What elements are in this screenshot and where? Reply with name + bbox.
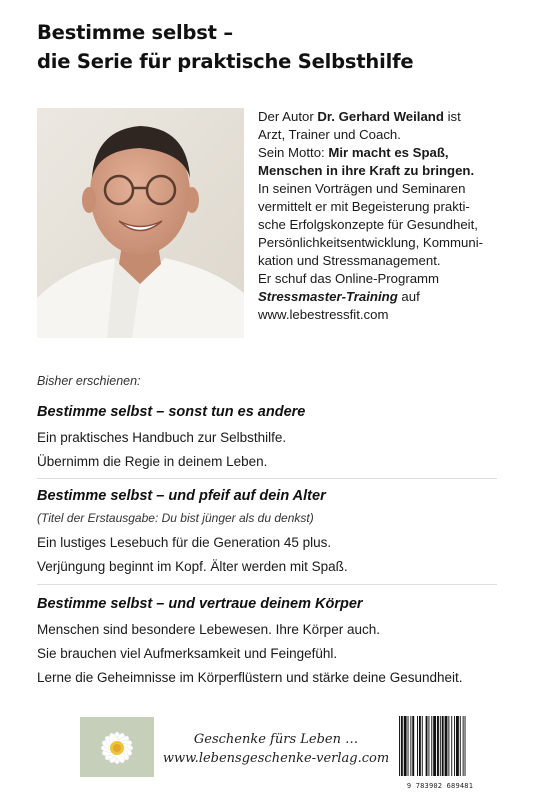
barcode-bar	[410, 716, 411, 776]
book-description-line: Ein praktisches Handbuch zur Selbsthilfe.	[37, 430, 287, 445]
author-photo	[37, 108, 244, 338]
barcode-bar	[465, 716, 466, 776]
barcode-bar	[408, 716, 409, 776]
book-description-line: Ein lustiges Lesebuch für die Generation 45 plus.	[37, 535, 332, 550]
bio-line	[258, 288, 520, 306]
author-name: Dr. Gerhard Weiland	[317, 109, 444, 124]
bio-line: sche Erfolgskonzepte für Gesundheit,	[258, 217, 478, 232]
bio-line	[258, 162, 520, 180]
daisy-flower-icon	[80, 717, 154, 777]
daisy-logo	[80, 717, 154, 777]
book-description-line: Sie brauchen viel Aufmerksamkeit und Feingefühl.	[37, 646, 338, 661]
bio-line: vermittelt er mit Begeisterung prakti-	[258, 199, 470, 214]
section-divider	[37, 584, 497, 585]
barcode-bar	[419, 716, 421, 776]
publisher-tagline: Geschenke fürs Leben …	[193, 732, 359, 747]
page-title	[37, 18, 507, 76]
bio-line	[258, 144, 520, 162]
barcode-bar	[451, 716, 452, 776]
program-name: Stressmaster-Training	[258, 289, 398, 304]
author-bio	[258, 108, 520, 324]
bio-text: ist	[443, 109, 461, 124]
book-entry-1	[37, 402, 507, 474]
book-entry-3	[37, 594, 507, 690]
barcode-bar	[428, 716, 429, 776]
isbn-barcode	[399, 716, 479, 776]
barcode-bar	[440, 716, 441, 776]
barcode-bar	[433, 716, 436, 776]
barcode-bar	[445, 716, 448, 776]
book-title: Bestimme selbst – und pfeif auf dein Alter	[37, 488, 326, 504]
barcode-bar	[417, 716, 418, 776]
barcode-bar	[426, 716, 428, 776]
barcode-bar	[412, 716, 414, 776]
book-description-line: Verjüngung beginnt im Kopf. Älter werden mit Spaß.	[37, 559, 348, 574]
barcode-bar	[448, 716, 449, 776]
motto-part-2: Menschen in ihre Kraft zu bringen.	[258, 163, 475, 178]
barcode-bar	[463, 716, 464, 776]
barcode-bar	[401, 716, 403, 776]
title-line-2: die Serie für praktische Selbsthilfe	[37, 50, 414, 73]
barcode-bar	[460, 716, 461, 776]
book-description-line: Übernimm die Regie in deinem Leben.	[37, 454, 268, 469]
barcode-bar	[422, 716, 423, 776]
bio-line	[258, 108, 520, 126]
section-divider	[37, 478, 497, 479]
author-portrait-image	[37, 108, 244, 338]
book-title: Bestimme selbst – und vertraue deinem Körper	[37, 596, 363, 612]
barcode-bar	[431, 716, 432, 776]
bio-line: Persönlichkeitsentwicklung, Kommuni-	[258, 235, 484, 250]
barcode-bar	[404, 716, 407, 776]
book-description-line: Menschen sind besondere Lebewesen. Ihre Körper auch.	[37, 622, 380, 637]
barcode-bar	[399, 716, 400, 776]
bio-line: In seinen Vorträgen und Seminaren	[258, 181, 466, 196]
series-intro: Bisher erschienen:	[37, 374, 141, 388]
motto-part-1: Mir macht es Spaß,	[328, 145, 449, 160]
title-line-1: Bestimme selbst –	[37, 21, 233, 44]
bio-text: Der Autor	[258, 109, 318, 124]
bio-text: Sein Motto:	[258, 145, 329, 160]
bio-line: kation und Stressmanagement.	[258, 253, 441, 268]
bio-text: auf	[397, 289, 420, 304]
website-link[interactable]: www.lebestressfit.com	[258, 307, 389, 322]
book-entry-2	[37, 486, 507, 579]
barcode-bar	[456, 716, 459, 776]
barcode-bar	[437, 716, 439, 776]
bio-line: Er schuf das Online-Programm	[258, 271, 440, 286]
isbn-number: 9 783902 689481	[406, 782, 474, 790]
book-title: Bestimme selbst – sonst tun es andere	[37, 404, 306, 420]
barcode-bar	[442, 716, 444, 776]
book-description-line: Lerne die Geheimnisse im Körperflüstern und stärke deine Gesundheit.	[37, 670, 463, 685]
publisher-url[interactable]: www.lebensgeschenke-verlag.com	[162, 751, 390, 766]
barcode-bar	[454, 716, 455, 776]
book-subtitle: (Titel der Erstausgabe: Du bist jünger als du denkst)	[37, 511, 314, 525]
bio-line: Arzt, Trainer und Coach.	[258, 127, 401, 142]
publisher-info	[160, 730, 392, 768]
